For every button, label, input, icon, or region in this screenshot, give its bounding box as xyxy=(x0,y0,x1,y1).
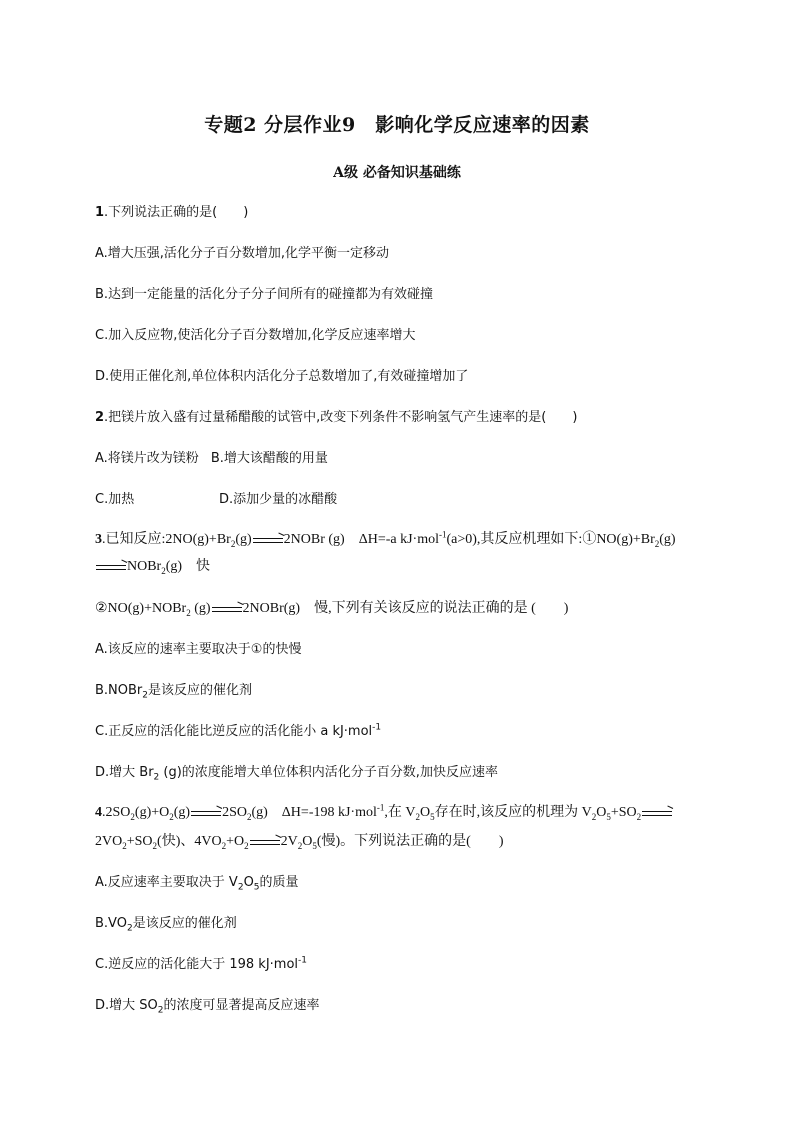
q4-option-b: $B.VO_2$是该反应的催化剂 xyxy=(95,916,237,934)
q1-option-d: D.使用正催化剂,单位体积内活化分子总数增加了,有效碰撞增加了 xyxy=(95,369,469,384)
q4-option-a: A.反应速率主要取决于 $V_2O_5$的质量 xyxy=(95,875,299,893)
q1-option-b: B.达到一定能量的活化分子分子间所有的碰撞都为有效碰撞 xyxy=(95,287,434,302)
q3-stem-line2: NOBr$_2$(g) 快 xyxy=(95,558,715,576)
equilibrium-arrow-icon xyxy=(250,838,280,846)
q2-options-ab xyxy=(95,450,715,468)
q4-stem-line1: $4.2SO_2(g)+O_2(g)$ $2SO_2(g)$ ΔH=-198 kJ·mol$^{-1}$,在 $V_2O_5$存在时,该反应的机理为 $V_2O_5+SO_2$ xyxy=(95,804,715,822)
q1-stem: 1.下列说法正确的是( ) xyxy=(95,205,249,220)
equilibrium-arrow-icon xyxy=(191,809,221,817)
equilibrium-arrow-icon xyxy=(253,536,283,544)
equilibrium-arrow-icon xyxy=(212,605,242,613)
q4-option-d: D.增大 $SO_2$的浓度可显著提高反应速率 xyxy=(95,998,320,1016)
q3-stem-line3: ②NO(g)+NOBr$_2$ (g) 2NOBr(g) 慢,下列有关该反应的说法正确的是 ( ) xyxy=(95,601,569,618)
q2-options-cd xyxy=(95,491,715,509)
q2-option-d: D.添加少量的冰醋酸 xyxy=(219,492,338,507)
q3-option-d: D.增大 $Br_2$ (g)的浓度能增大单位体积内活化分子百分数,加快反应速率 xyxy=(95,765,498,783)
section-subtitle: A级 必备知识基础练 xyxy=(333,165,461,181)
q4-stem-line2: $2VO_2+SO_2$(快)、$4VO_2+O_2$ $2V_2O_5$(慢)。下列说法正确的是( ) xyxy=(95,834,504,851)
q2-stem: 2.把镁片放入盛有过量稀醋酸的试管中,改变下列条件不影响氢气产生速率的是( ) xyxy=(95,410,578,425)
q3-stem-line1: 3.已知反应$:2NO(g)+Br_2(g)$ 2NOBr (g) ΔH=-a kJ·mol$^{-1}$(a>0),其反应机理如下$:①NO(g)+Br_2(g)$ xyxy=(95,529,676,549)
q2-option-b: B.增大该醋酸的用量 xyxy=(210,451,328,466)
equilibrium-arrow-icon xyxy=(642,809,672,817)
q1-option-c: C.加入反应物,使活化分子百分数增加,化学反应速率增大 xyxy=(95,328,416,343)
q3-option-c: C.正反应的活化能比逆反应的活化能小 a kJ·mol$^{-1}$ xyxy=(95,722,382,739)
q2-option-c: C.加热 xyxy=(95,492,135,507)
q2-option-a: A.将镁片改为镁粉 xyxy=(95,451,199,466)
q1-option-a: A.增大压强,活化分子百分数增加,化学平衡一定移动 xyxy=(95,246,390,261)
q4-option-c: C.逆反应的活化能大于 198 kJ·mol$^{-1}$ xyxy=(95,955,307,972)
q3-option-a: A.该反应的速率主要取决于①的快慢 xyxy=(95,642,302,657)
q3-option-b: B.NOBr$_2$是该反应的催化剂 xyxy=(95,683,253,701)
page-title: 专题2 分层作业9 影响化学反应速率的因素 xyxy=(204,114,590,136)
equilibrium-arrow-icon xyxy=(96,563,126,571)
